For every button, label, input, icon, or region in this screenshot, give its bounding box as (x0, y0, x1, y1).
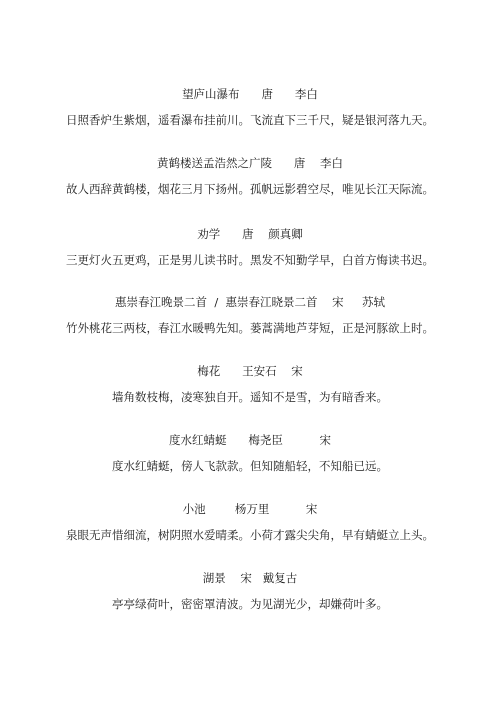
poem-block (0, 363, 500, 405)
poem-title: 望庐山瀑布 唐 李白 (182, 87, 318, 101)
poem-body: 泉眼无声惜细流，树阴照水爱晴柔。小荷才露尖尖角，早有蜻蜓立上头。 (66, 528, 434, 542)
poem-block (0, 226, 500, 268)
poem-body: 故人西辞黄鹤楼，烟花三月下扬州。孤帆远影碧空尽，唯见长江天际流。 (66, 182, 434, 196)
poem-block (0, 570, 500, 612)
poem-body: 亭亭绿荷叶，密密罩清波。为见湖光少，却嫌荷叶多。 (112, 597, 388, 611)
poem-title: 小池 杨万里 宋 (182, 502, 318, 516)
poem-title: 黄鹤楼送孟浩然之广陵 唐 李白 (156, 156, 344, 170)
poem-block (0, 155, 500, 197)
poem-title: 劝学 唐 颜真卿 (197, 227, 303, 241)
poem-title: 湖景 宋 戴复古 (202, 571, 298, 585)
poem-body: 三更灯火五更鸡，正是男儿读书时。黑发不知勤学早，白首方悔读书迟。 (66, 253, 434, 267)
poem-block (0, 86, 500, 128)
poem-body: 日照香炉生紫烟，遥看瀑布挂前川。飞流直下三千尺，疑是银河落九天。 (66, 113, 434, 127)
poem-title: 度水红蜻蜓 梅尧臣 宋 (169, 433, 331, 447)
poem-body: 墙角数枝梅，凌寒独自开。遥知不是雪，为有暗香来。 (112, 390, 388, 404)
poem-block (0, 432, 500, 474)
poem-title: 梅花 王安石 宋 (197, 364, 303, 378)
poem-block (0, 501, 500, 543)
poem-title: 惠崇春江晚景二首 / 惠崇春江晓景二首 宋 苏轼 (115, 295, 385, 309)
poem-body: 竹外桃花三两枝，春江水暖鸭先知。蒌蒿满地芦芽短，正是河豚欲上时。 (66, 321, 434, 335)
poem-body: 度水红蜻蜓，傍人飞款款。但知随船轻，不知船已远。 (112, 459, 388, 473)
poem-block (0, 294, 500, 336)
